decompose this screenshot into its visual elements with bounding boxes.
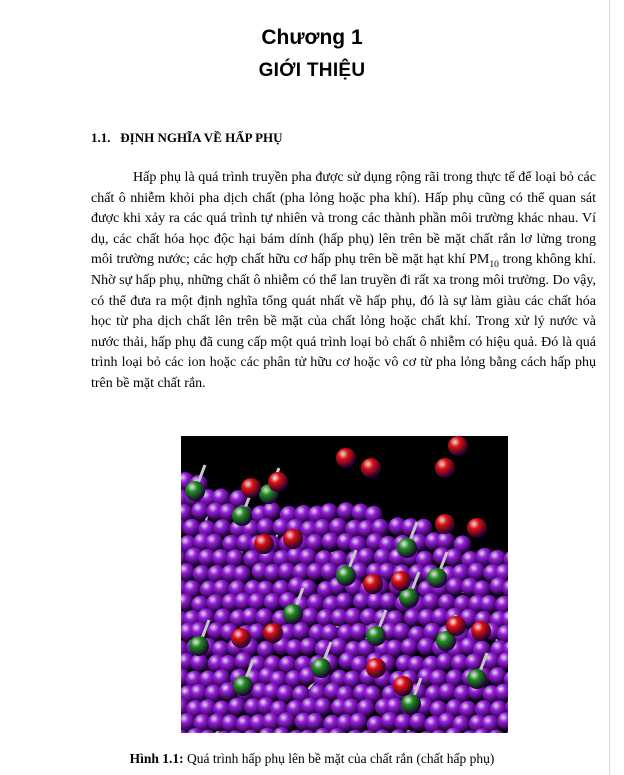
surface-atom: [257, 518, 275, 536]
surface-atom: [380, 592, 398, 610]
gas-atom: [435, 514, 455, 534]
gas-atom: [254, 534, 274, 554]
surface-atom: [393, 623, 411, 641]
adsorbed-atom: [311, 658, 331, 678]
figure-caption: [0, 751, 624, 767]
surface-atom: [228, 698, 246, 716]
adsorbed-atom: [399, 588, 419, 608]
surface-atom: [263, 502, 281, 520]
subscript-10: 10: [489, 260, 499, 271]
surface-atom: [292, 622, 310, 640]
surface-atom: [445, 548, 463, 566]
adsorbed-atom: [232, 506, 252, 526]
section-number: 1.1.: [91, 130, 111, 145]
gas-atom: [231, 628, 251, 648]
free-gas-atom: [448, 436, 468, 456]
surface-atom: [350, 713, 368, 731]
chapter-title: GIỚI THIỆU: [258, 60, 366, 81]
chapter-number: Chương 1: [261, 26, 363, 49]
paragraph-text-part-2: trong không khí. Nhờ sự hấp phụ, những chất ô nhiễm có thể lan truyền đi rất xa trong môi trường. Do vậy, có thể đưa ra một định nghĩa tổng quát nhất về hấp phụ, đó là sự làm giàu các chất hóa học từ pha dịch chất lên trên bề mặt của chất lỏng hoặc chất khí. Trong xử lý nước và nước thải, hấp phụ đã cung cấp một quá trình loại bỏ chất ô nhiễm có hiệu quả. Đó là quá trình loại bỏ các ion hoặc các phân tử hữu cơ hoặc vô cơ từ pha lỏng bằng cách hấp phụ trên bề mặt chất rắn.: [91, 252, 596, 391]
surface-atom: [190, 654, 208, 672]
body-paragraph: [91, 168, 596, 395]
gas-atom: [363, 574, 383, 594]
gas-atom: [393, 676, 413, 696]
gas-atom: [366, 658, 386, 678]
surface-atom: [335, 593, 353, 611]
gas-atom: [268, 472, 288, 492]
caption-label: Hình 1.1:: [129, 751, 184, 766]
adsorbed-atom: [427, 568, 447, 588]
surface-atom: [437, 532, 455, 550]
paragraph-text-part-1: Hấp phụ là quá trình truyền pha được sử dụng rộng rãi trong thực tế để loại bỏ các chất ô nhiễm khỏi pha dịch chất (pha lỏng hoặc pha khí). Hấp phụ cũng có thể quan sát được khi xảy ra các quá trình tự nhiên và trong các thành phần môi trường khác nhau. Ví dụ, các chất hóa học độc hại bám dính (hấp phụ) lên trên bề mặt chất rắn lơ lửng trong môi trường nước; các hợp chất hữu cơ hấp phụ trên bề mặt hạt khí PM: [91, 170, 596, 268]
surface-atom: [401, 638, 419, 656]
surface-atom: [409, 713, 427, 731]
adsorbed-atom: [397, 538, 417, 558]
adsorption-molecule-illustration: [181, 436, 508, 733]
surface-atom: [299, 638, 317, 656]
adsorbed-atom: [189, 636, 209, 656]
adsorbed-atom: [185, 481, 205, 501]
surface-atom: [205, 534, 223, 552]
adsorbed-atom: [366, 626, 386, 646]
free-gas-atom: [336, 448, 356, 468]
surface-atom: [489, 667, 507, 685]
gas-atom: [391, 571, 411, 591]
free-gas-atom: [361, 458, 381, 478]
section-title: ĐỊNH NGHĨA VỀ HẤP PHỤ: [120, 130, 283, 145]
page-edge-divider: [609, 0, 610, 775]
adsorbed-atom: [401, 694, 421, 714]
section-heading: [91, 130, 283, 146]
gas-atom: [283, 529, 303, 549]
free-gas-atom: [435, 458, 455, 478]
caption-text: Quá trình hấp phụ lên bề mặt của chất rắn (chất hấp phụ): [183, 751, 495, 766]
adsorbed-atom: [467, 669, 487, 689]
adsorbed-atom: [233, 676, 253, 696]
adsorbed-atom: [283, 604, 303, 624]
gas-atom: [241, 478, 261, 498]
adsorbed-atom: [336, 566, 356, 586]
gas-atom: [263, 623, 283, 643]
gas-atom: [446, 616, 466, 636]
gas-atom: [467, 518, 487, 538]
adsorption-figure: [181, 436, 508, 733]
gas-atom: [471, 621, 491, 641]
surface-atom: [422, 593, 440, 611]
surface-atom: [277, 685, 295, 703]
